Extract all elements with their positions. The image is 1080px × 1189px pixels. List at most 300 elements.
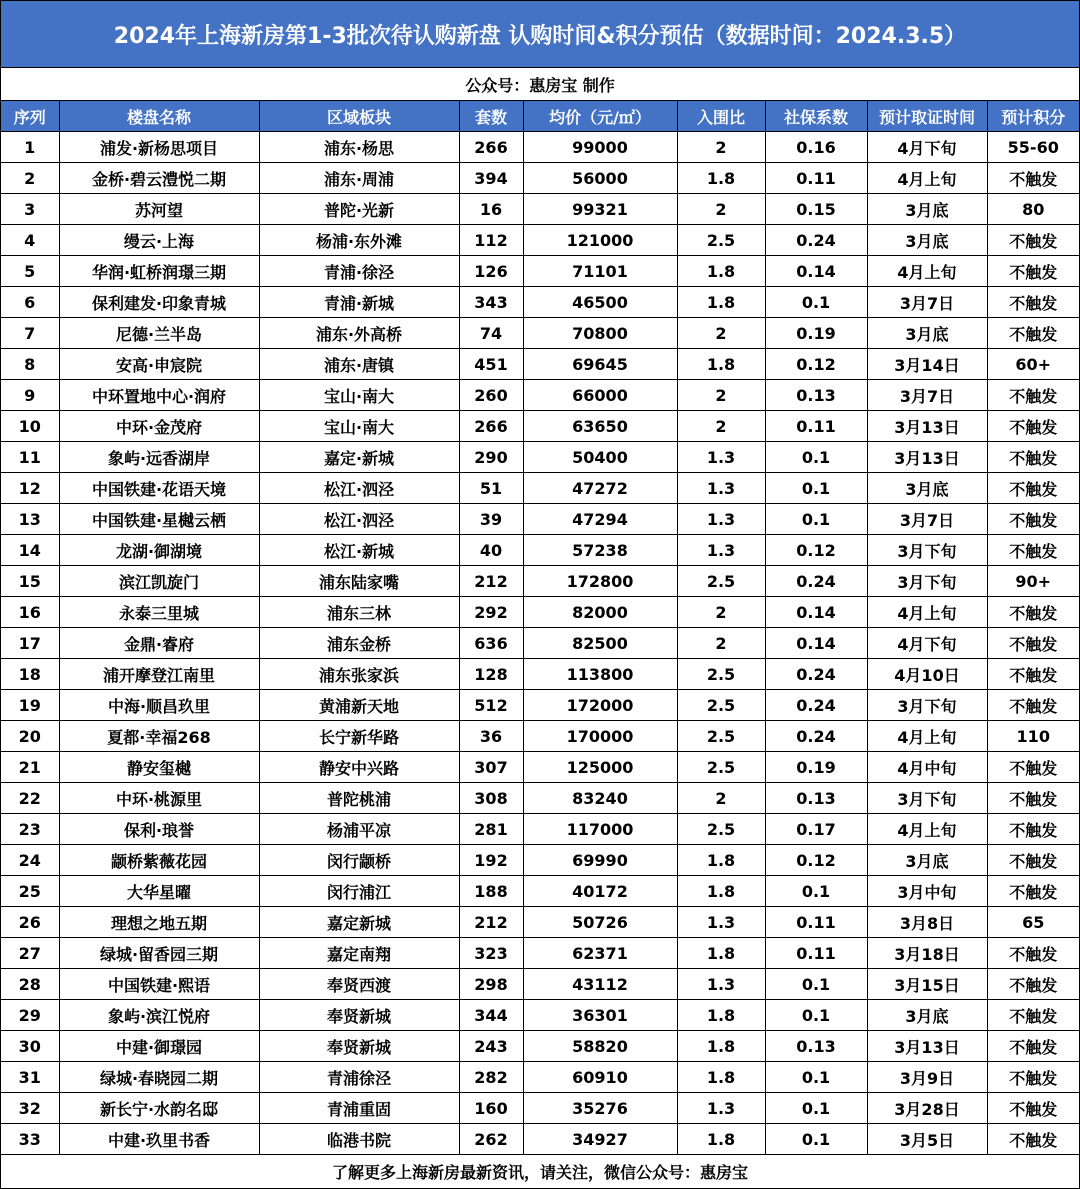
cell-project-name: 安高·申宸院 xyxy=(59,349,259,380)
cell-estimated-score: 不触发 xyxy=(987,1093,1079,1124)
cell-district: 松江·泗泾 xyxy=(259,504,459,535)
cell-certificate-time: 4月下旬 xyxy=(867,132,987,163)
cell-avg-price: 172800 xyxy=(523,566,677,597)
cell-avg-price: 46500 xyxy=(523,287,677,318)
cell-units: 282 xyxy=(459,1062,523,1093)
cell-index: 32 xyxy=(1,1093,59,1124)
cell-estimated-score: 不触发 xyxy=(987,411,1079,442)
cell-certificate-time: 4月上旬 xyxy=(867,163,987,194)
cell-index: 10 xyxy=(1,411,59,442)
cell-index: 29 xyxy=(1,1000,59,1031)
cell-district: 黄浦新天地 xyxy=(259,690,459,721)
cell-admission-ratio: 2.5 xyxy=(677,752,765,783)
cell-certificate-time: 3月底 xyxy=(867,194,987,225)
cell-certificate-time: 3月底 xyxy=(867,225,987,256)
cell-index: 18 xyxy=(1,659,59,690)
cell-units: 394 xyxy=(459,163,523,194)
cell-social-security-coef: 0.1 xyxy=(765,504,867,535)
cell-project-name: 中环·桃源里 xyxy=(59,783,259,814)
cell-district: 浦东·周浦 xyxy=(259,163,459,194)
table-row xyxy=(1,1093,1079,1124)
cell-district: 青浦·徐泾 xyxy=(259,256,459,287)
table-row xyxy=(1,845,1079,876)
cell-admission-ratio: 1.3 xyxy=(677,504,765,535)
table-row xyxy=(1,349,1079,380)
cell-units: 451 xyxy=(459,349,523,380)
cell-project-name: 中国铁建·熙语 xyxy=(59,969,259,1000)
cell-project-name: 保利建发·印象青城 xyxy=(59,287,259,318)
cell-project-name: 永泰三里城 xyxy=(59,597,259,628)
table-row xyxy=(1,628,1079,659)
cell-district: 宝山·南大 xyxy=(259,380,459,411)
cell-certificate-time: 3月13日 xyxy=(867,411,987,442)
cell-certificate-time: 3月13日 xyxy=(867,442,987,473)
cell-district: 青浦·新城 xyxy=(259,287,459,318)
cell-avg-price: 113800 xyxy=(523,659,677,690)
cell-admission-ratio: 1.3 xyxy=(677,442,765,473)
cell-avg-price: 69645 xyxy=(523,349,677,380)
cell-district: 嘉定·新城 xyxy=(259,442,459,473)
cell-certificate-time: 3月底 xyxy=(867,845,987,876)
cell-estimated-score: 不触发 xyxy=(987,442,1079,473)
cell-index: 30 xyxy=(1,1031,59,1062)
cell-avg-price: 36301 xyxy=(523,1000,677,1031)
cell-certificate-time: 3月14日 xyxy=(867,349,987,380)
cell-units: 40 xyxy=(459,535,523,566)
header-avg-price: 均价（元/㎡） xyxy=(523,101,677,132)
cell-estimated-score: 不触发 xyxy=(987,380,1079,411)
cell-certificate-time: 4月上旬 xyxy=(867,721,987,752)
cell-index: 15 xyxy=(1,566,59,597)
cell-social-security-coef: 0.1 xyxy=(765,473,867,504)
cell-social-security-coef: 0.16 xyxy=(765,132,867,163)
cell-certificate-time: 3月28日 xyxy=(867,1093,987,1124)
cell-avg-price: 56000 xyxy=(523,163,677,194)
cell-admission-ratio: 2.5 xyxy=(677,566,765,597)
cell-avg-price: 125000 xyxy=(523,752,677,783)
cell-admission-ratio: 1.8 xyxy=(677,349,765,380)
cell-units: 16 xyxy=(459,194,523,225)
cell-social-security-coef: 0.13 xyxy=(765,380,867,411)
cell-estimated-score: 不触发 xyxy=(987,1062,1079,1093)
cell-certificate-time: 3月9日 xyxy=(867,1062,987,1093)
table-row xyxy=(1,535,1079,566)
cell-units: 344 xyxy=(459,1000,523,1031)
cell-units: 260 xyxy=(459,380,523,411)
cell-district: 杨浦平凉 xyxy=(259,814,459,845)
cell-project-name: 浦开摩登江南里 xyxy=(59,659,259,690)
cell-index: 5 xyxy=(1,256,59,287)
header-district: 区域板块 xyxy=(259,101,459,132)
cell-index: 8 xyxy=(1,349,59,380)
cell-avg-price: 71101 xyxy=(523,256,677,287)
cell-estimated-score: 65 xyxy=(987,907,1079,938)
cell-avg-price: 43112 xyxy=(523,969,677,1000)
cell-social-security-coef: 0.1 xyxy=(765,287,867,318)
cell-project-name: 中国铁建·花语天境 xyxy=(59,473,259,504)
cell-index: 31 xyxy=(1,1062,59,1093)
cell-social-security-coef: 0.12 xyxy=(765,535,867,566)
cell-avg-price: 66000 xyxy=(523,380,677,411)
cell-social-security-coef: 0.1 xyxy=(765,442,867,473)
cell-admission-ratio: 2.5 xyxy=(677,690,765,721)
cell-social-security-coef: 0.11 xyxy=(765,938,867,969)
cell-units: 298 xyxy=(459,969,523,1000)
cell-district: 长宁新华路 xyxy=(259,721,459,752)
cell-social-security-coef: 0.24 xyxy=(765,566,867,597)
cell-project-name: 滨江凯旋门 xyxy=(59,566,259,597)
cell-social-security-coef: 0.1 xyxy=(765,1093,867,1124)
cell-district: 浦东三林 xyxy=(259,597,459,628)
header-social-security-coef: 社保系数 xyxy=(765,101,867,132)
cell-certificate-time: 3月底 xyxy=(867,1000,987,1031)
cell-admission-ratio: 2 xyxy=(677,597,765,628)
cell-units: 212 xyxy=(459,907,523,938)
cell-index: 11 xyxy=(1,442,59,473)
cell-admission-ratio: 1.3 xyxy=(677,473,765,504)
cell-avg-price: 63650 xyxy=(523,411,677,442)
cell-estimated-score: 不触发 xyxy=(987,225,1079,256)
header-units: 套数 xyxy=(459,101,523,132)
table-row xyxy=(1,907,1079,938)
cell-avg-price: 83240 xyxy=(523,783,677,814)
cell-estimated-score: 不触发 xyxy=(987,1031,1079,1062)
cell-project-name: 静安玺樾 xyxy=(59,752,259,783)
cell-admission-ratio: 2 xyxy=(677,132,765,163)
cell-admission-ratio: 1.3 xyxy=(677,907,765,938)
cell-estimated-score: 不触发 xyxy=(987,473,1079,504)
header-index: 序列 xyxy=(1,101,59,132)
cell-estimated-score: 不触发 xyxy=(987,783,1079,814)
cell-avg-price: 40172 xyxy=(523,876,677,907)
cell-project-name: 绿城·春晓园二期 xyxy=(59,1062,259,1093)
cell-estimated-score: 不触发 xyxy=(987,287,1079,318)
table-row xyxy=(1,473,1079,504)
cell-project-name: 颛桥紫薇花园 xyxy=(59,845,259,876)
cell-admission-ratio: 2 xyxy=(677,318,765,349)
cell-units: 51 xyxy=(459,473,523,504)
table-row xyxy=(1,287,1079,318)
cell-district: 静安中兴路 xyxy=(259,752,459,783)
table-subtitle: 公众号：惠房宝 制作 xyxy=(1,68,1079,101)
cell-social-security-coef: 0.11 xyxy=(765,907,867,938)
cell-project-name: 金鼎·睿府 xyxy=(59,628,259,659)
cell-avg-price: 170000 xyxy=(523,721,677,752)
cell-social-security-coef: 0.13 xyxy=(765,783,867,814)
cell-units: 266 xyxy=(459,411,523,442)
table-body xyxy=(1,132,1079,1155)
table-row xyxy=(1,1062,1079,1093)
cell-certificate-time: 3月7日 xyxy=(867,287,987,318)
cell-project-name: 保利·琅誉 xyxy=(59,814,259,845)
cell-district: 青浦重固 xyxy=(259,1093,459,1124)
cell-project-name: 中国铁建·星樾云栖 xyxy=(59,504,259,535)
table-row xyxy=(1,969,1079,1000)
cell-estimated-score: 110 xyxy=(987,721,1079,752)
cell-units: 512 xyxy=(459,690,523,721)
cell-avg-price: 35276 xyxy=(523,1093,677,1124)
cell-avg-price: 99000 xyxy=(523,132,677,163)
cell-social-security-coef: 0.14 xyxy=(765,628,867,659)
header-certificate-time: 预计取证时间 xyxy=(867,101,987,132)
cell-estimated-score: 不触发 xyxy=(987,845,1079,876)
cell-district: 浦东张家浜 xyxy=(259,659,459,690)
cell-admission-ratio: 1.8 xyxy=(677,1000,765,1031)
cell-admission-ratio: 2.5 xyxy=(677,814,765,845)
cell-index: 17 xyxy=(1,628,59,659)
cell-district: 青浦徐泾 xyxy=(259,1062,459,1093)
cell-social-security-coef: 0.1 xyxy=(765,1062,867,1093)
cell-certificate-time: 4月上旬 xyxy=(867,814,987,845)
cell-estimated-score: 不触发 xyxy=(987,1124,1079,1155)
cell-units: 188 xyxy=(459,876,523,907)
table-row xyxy=(1,225,1079,256)
table-row xyxy=(1,938,1079,969)
cell-certificate-time: 3月13日 xyxy=(867,1031,987,1062)
cell-index: 33 xyxy=(1,1124,59,1155)
cell-admission-ratio: 1.8 xyxy=(677,938,765,969)
cell-units: 343 xyxy=(459,287,523,318)
cell-admission-ratio: 1.8 xyxy=(677,876,765,907)
cell-district: 浦东·外高桥 xyxy=(259,318,459,349)
table-title: 2024年上海新房第1-3批次待认购新盘 认购时间&积分预估（数据时间：2024.3.5） xyxy=(1,1,1079,68)
cell-index: 14 xyxy=(1,535,59,566)
cell-admission-ratio: 1.8 xyxy=(677,1124,765,1155)
header-admission-ratio: 入围比 xyxy=(677,101,765,132)
cell-index: 2 xyxy=(1,163,59,194)
cell-units: 307 xyxy=(459,752,523,783)
cell-index: 3 xyxy=(1,194,59,225)
cell-index: 28 xyxy=(1,969,59,1000)
cell-admission-ratio: 2 xyxy=(677,380,765,411)
cell-project-name: 华润·虹桥润璟三期 xyxy=(59,256,259,287)
cell-avg-price: 50726 xyxy=(523,907,677,938)
cell-certificate-time: 3月下旬 xyxy=(867,690,987,721)
cell-units: 192 xyxy=(459,845,523,876)
cell-units: 323 xyxy=(459,938,523,969)
cell-district: 浦东·杨思 xyxy=(259,132,459,163)
cell-social-security-coef: 0.1 xyxy=(765,876,867,907)
cell-social-security-coef: 0.1 xyxy=(765,1124,867,1155)
cell-project-name: 中环·金茂府 xyxy=(59,411,259,442)
cell-certificate-time: 3月7日 xyxy=(867,380,987,411)
table-row xyxy=(1,132,1079,163)
cell-certificate-time: 4月上旬 xyxy=(867,256,987,287)
header-estimated-score: 预计积分 xyxy=(987,101,1079,132)
cell-district: 普陀桃浦 xyxy=(259,783,459,814)
listing-table xyxy=(1,101,1079,1155)
cell-district: 普陀·光新 xyxy=(259,194,459,225)
cell-avg-price: 57238 xyxy=(523,535,677,566)
cell-units: 243 xyxy=(459,1031,523,1062)
table-row xyxy=(1,411,1079,442)
table-row xyxy=(1,1031,1079,1062)
cell-social-security-coef: 0.1 xyxy=(765,1000,867,1031)
cell-avg-price: 99321 xyxy=(523,194,677,225)
cell-estimated-score: 不触发 xyxy=(987,504,1079,535)
cell-estimated-score: 不触发 xyxy=(987,969,1079,1000)
cell-index: 19 xyxy=(1,690,59,721)
cell-admission-ratio: 1.3 xyxy=(677,1093,765,1124)
cell-district: 松江·新城 xyxy=(259,535,459,566)
cell-estimated-score: 90+ xyxy=(987,566,1079,597)
cell-units: 39 xyxy=(459,504,523,535)
cell-project-name: 缦云·上海 xyxy=(59,225,259,256)
cell-estimated-score: 不触发 xyxy=(987,814,1079,845)
cell-social-security-coef: 0.14 xyxy=(765,256,867,287)
cell-project-name: 苏河望 xyxy=(59,194,259,225)
cell-certificate-time: 4月上旬 xyxy=(867,597,987,628)
table-row xyxy=(1,783,1079,814)
cell-social-security-coef: 0.15 xyxy=(765,194,867,225)
cell-avg-price: 50400 xyxy=(523,442,677,473)
cell-index: 23 xyxy=(1,814,59,845)
cell-district: 宝山·南大 xyxy=(259,411,459,442)
cell-estimated-score: 不触发 xyxy=(987,597,1079,628)
cell-project-name: 中建·玖里书香 xyxy=(59,1124,259,1155)
cell-admission-ratio: 1.8 xyxy=(677,163,765,194)
cell-avg-price: 70800 xyxy=(523,318,677,349)
cell-avg-price: 69990 xyxy=(523,845,677,876)
cell-units: 636 xyxy=(459,628,523,659)
cell-admission-ratio: 2.5 xyxy=(677,659,765,690)
cell-social-security-coef: 0.19 xyxy=(765,752,867,783)
cell-units: 266 xyxy=(459,132,523,163)
cell-units: 74 xyxy=(459,318,523,349)
cell-admission-ratio: 1.3 xyxy=(677,535,765,566)
cell-certificate-time: 3月下旬 xyxy=(867,783,987,814)
cell-social-security-coef: 0.12 xyxy=(765,845,867,876)
cell-index: 27 xyxy=(1,938,59,969)
cell-certificate-time: 3月下旬 xyxy=(867,535,987,566)
cell-estimated-score: 不触发 xyxy=(987,876,1079,907)
cell-admission-ratio: 1.8 xyxy=(677,1062,765,1093)
cell-units: 112 xyxy=(459,225,523,256)
cell-certificate-time: 3月15日 xyxy=(867,969,987,1000)
cell-certificate-time: 3月中旬 xyxy=(867,876,987,907)
cell-district: 临港书院 xyxy=(259,1124,459,1155)
cell-avg-price: 47272 xyxy=(523,473,677,504)
cell-admission-ratio: 2.5 xyxy=(677,225,765,256)
table-row xyxy=(1,442,1079,473)
cell-units: 281 xyxy=(459,814,523,845)
header-row xyxy=(1,101,1079,132)
cell-estimated-score: 不触发 xyxy=(987,752,1079,783)
cell-certificate-time: 3月5日 xyxy=(867,1124,987,1155)
table-row xyxy=(1,504,1079,535)
cell-certificate-time: 3月7日 xyxy=(867,504,987,535)
table-row xyxy=(1,256,1079,287)
cell-project-name: 大华星曜 xyxy=(59,876,259,907)
cell-estimated-score: 不触发 xyxy=(987,628,1079,659)
table-row xyxy=(1,1124,1079,1155)
cell-avg-price: 62371 xyxy=(523,938,677,969)
cell-certificate-time: 3月底 xyxy=(867,473,987,504)
cell-index: 6 xyxy=(1,287,59,318)
cell-district: 浦东陆家嘴 xyxy=(259,566,459,597)
header-project-name: 楼盘名称 xyxy=(59,101,259,132)
table-row xyxy=(1,318,1079,349)
table-row xyxy=(1,1000,1079,1031)
cell-project-name: 金桥·碧云澧悦二期 xyxy=(59,163,259,194)
table-row xyxy=(1,194,1079,225)
cell-certificate-time: 3月18日 xyxy=(867,938,987,969)
cell-avg-price: 121000 xyxy=(523,225,677,256)
cell-admission-ratio: 1.8 xyxy=(677,845,765,876)
cell-index: 20 xyxy=(1,721,59,752)
cell-estimated-score: 不触发 xyxy=(987,1000,1079,1031)
cell-admission-ratio: 2 xyxy=(677,194,765,225)
cell-district: 奉贤西渡 xyxy=(259,969,459,1000)
cell-avg-price: 117000 xyxy=(523,814,677,845)
cell-admission-ratio: 2.5 xyxy=(677,721,765,752)
cell-district: 浦东·唐镇 xyxy=(259,349,459,380)
cell-estimated-score: 60+ xyxy=(987,349,1079,380)
cell-estimated-score: 不触发 xyxy=(987,659,1079,690)
cell-project-name: 龙湖·御湖境 xyxy=(59,535,259,566)
cell-project-name: 浦发·新杨思项目 xyxy=(59,132,259,163)
cell-avg-price: 47294 xyxy=(523,504,677,535)
cell-index: 13 xyxy=(1,504,59,535)
table-row xyxy=(1,814,1079,845)
cell-certificate-time: 4月10日 xyxy=(867,659,987,690)
cell-units: 128 xyxy=(459,659,523,690)
cell-project-name: 夏都·幸福268 xyxy=(59,721,259,752)
cell-certificate-time: 4月下旬 xyxy=(867,628,987,659)
cell-social-security-coef: 0.19 xyxy=(765,318,867,349)
cell-admission-ratio: 1.8 xyxy=(677,1031,765,1062)
cell-index: 22 xyxy=(1,783,59,814)
cell-project-name: 中建·御璟园 xyxy=(59,1031,259,1062)
cell-admission-ratio: 1.3 xyxy=(677,969,765,1000)
cell-social-security-coef: 0.1 xyxy=(765,969,867,1000)
cell-district: 松江·泗泾 xyxy=(259,473,459,504)
cell-social-security-coef: 0.12 xyxy=(765,349,867,380)
table-row xyxy=(1,380,1079,411)
cell-index: 16 xyxy=(1,597,59,628)
cell-certificate-time: 3月底 xyxy=(867,318,987,349)
cell-project-name: 中环置地中心·润府 xyxy=(59,380,259,411)
cell-project-name: 理想之地五期 xyxy=(59,907,259,938)
table-row xyxy=(1,876,1079,907)
cell-avg-price: 82000 xyxy=(523,597,677,628)
cell-estimated-score: 不触发 xyxy=(987,535,1079,566)
cell-estimated-score: 不触发 xyxy=(987,163,1079,194)
cell-estimated-score: 不触发 xyxy=(987,318,1079,349)
cell-district: 嘉定新城 xyxy=(259,907,459,938)
cell-social-security-coef: 0.24 xyxy=(765,690,867,721)
cell-estimated-score: 55-60 xyxy=(987,132,1079,163)
cell-admission-ratio: 1.8 xyxy=(677,256,765,287)
cell-index: 9 xyxy=(1,380,59,411)
cell-index: 4 xyxy=(1,225,59,256)
cell-project-name: 尼德·兰半岛 xyxy=(59,318,259,349)
cell-project-name: 象屿·远香湖岸 xyxy=(59,442,259,473)
cell-district: 闵行浦江 xyxy=(259,876,459,907)
table-footer: 了解更多上海新房最新资讯，请关注，微信公众号：惠房宝 xyxy=(331,1162,748,1182)
cell-index: 24 xyxy=(1,845,59,876)
cell-avg-price: 58820 xyxy=(523,1031,677,1062)
cell-units: 36 xyxy=(459,721,523,752)
cell-district: 奉贤新城 xyxy=(259,1031,459,1062)
table-row xyxy=(1,690,1079,721)
cell-units: 160 xyxy=(459,1093,523,1124)
cell-admission-ratio: 2 xyxy=(677,628,765,659)
cell-units: 126 xyxy=(459,256,523,287)
cell-index: 26 xyxy=(1,907,59,938)
cell-district: 奉贤新城 xyxy=(259,1000,459,1031)
cell-avg-price: 172000 xyxy=(523,690,677,721)
